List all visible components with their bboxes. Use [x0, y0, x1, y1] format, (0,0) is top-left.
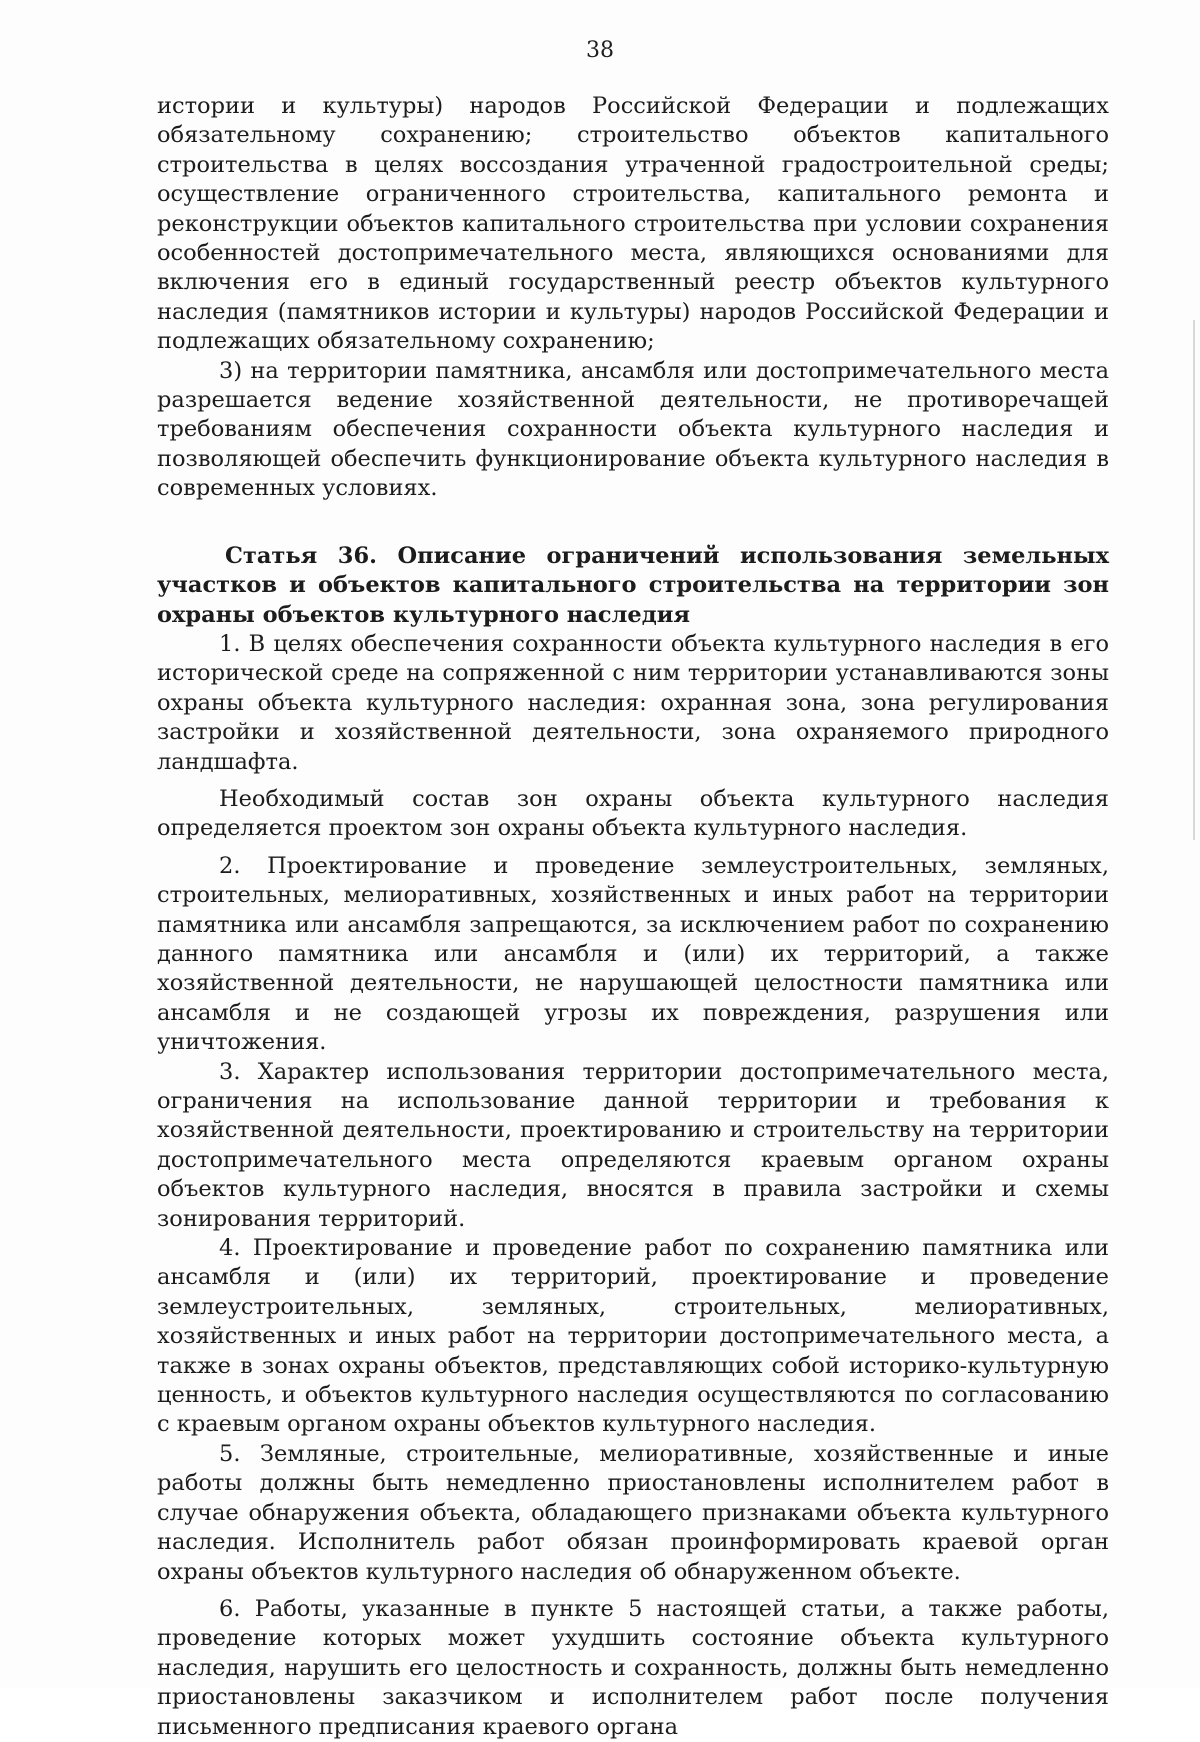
- article-heading: Статья 36. Описание ограничений использования земельных участков и объектов капитального строительства на территории зон охраны объектов культурного наследия: [157, 542, 1109, 628]
- document-body: [157, 92, 1109, 1742]
- scan-edge-mark: [1193, 320, 1195, 840]
- paragraph-item-3-landmark: 3. Характер использования территории достопримечательного места, ограничения на использование данной территории и требования к хозяйственной деятельности, проектированию и строительству на территории достопримечательного места определяются краевым органом охраны объектов культурного наследия, вносятся в правила застройки и схемы зонирования территорий.: [157, 1058, 1109, 1232]
- page-number: 38: [586, 38, 614, 63]
- paragraph-item-5: 5. Земляные, строительные, мелиоративные, хозяйственные и иные работы должны быть немедленно приостановлены исполнителем работ в случае обнаружения объекта, обладающего признаками объекта культурного наследия. Исполнитель работ обязан проинформировать краевой орган охраны объектов культурного наследия об обнаруженном объекте.: [157, 1440, 1109, 1585]
- paragraph-item-3: 3) на территории памятника, ансамбля или достопримечательного места разрешается ведение хозяйственной деятельности, не противоречащей требованиям обеспечения сохранности объекта культурного наследия и позволяющей обеспечить функционирование объекта культурного наследия в современных условиях.: [157, 357, 1109, 502]
- paragraph-item-1: 1. В целях обеспечения сохранности объекта культурного наследия в его исторической среде на сопряженной с ним территории устанавливаются зоны охраны объекта культурного наследия: охранная зона, зона регулирования застройки и хозяйственной деятельности, зона охраняемого природного ландшафта.: [157, 630, 1109, 775]
- paragraph-item-6: 6. Работы, указанные в пункте 5 настоящей статьи, а также работы, проведение которых может ухудшить состояние объекта культурного наследия, нарушить его целостность и сохранность, должны быть немедленно приостановлены заказчиком и исполнителем работ после получения письменного предписания краевого органа: [157, 1595, 1109, 1740]
- paragraph-zones-composition: Необходимый состав зон охраны объекта культурного наследия определяется проектом зон охраны объекта культурного наследия.: [157, 785, 1109, 842]
- paragraph-item-4: 4. Проектирование и проведение работ по сохранению памятника или ансамбля и (или) их территорий, проектирование и проведение землеустроительных, земляных, строительных, мелиоративных, хозяйственных и иных работ на территории достопримечательного места, а также в зонах охраны объектов, представляющих собой историко-культурную ценность, и объектов культурного наследия осуществляются по согласованию с краевым органом охраны объектов культурного наследия.: [157, 1235, 1109, 1438]
- paragraph-item-2: 2. Проектирование и проведение землеустроительных, земляных, строительных, мелиоративных, хозяйственных и иных работ на территории памятника или ансамбля запрещаются, за исключением работ по сохранению данного памятника или ансамбля и (или) их территорий, а также хозяйственной деятельности, не нарушающей целостности памятника или ансамбля и не создающей угрозы их повреждения, разрушения или уничтожения.: [157, 852, 1109, 1056]
- paragraph-continuation: истории и культуры) народов Российской Федерации и подлежащих обязательному сохранению; строительство объектов капитального строительства в целях воссоздания утраченной градостроительной среды; осуществление ограниченного строительства, капитального ремонта и реконструкции объектов капитального строительства при условии сохранения особенностей достопримечательного места, являющихся основаниями для включения его в единый государственный реестр объектов культурного наследия (памятников истории и культуры) народов Российской Федерации и подлежащих обязательному сохранению;: [157, 93, 1109, 355]
